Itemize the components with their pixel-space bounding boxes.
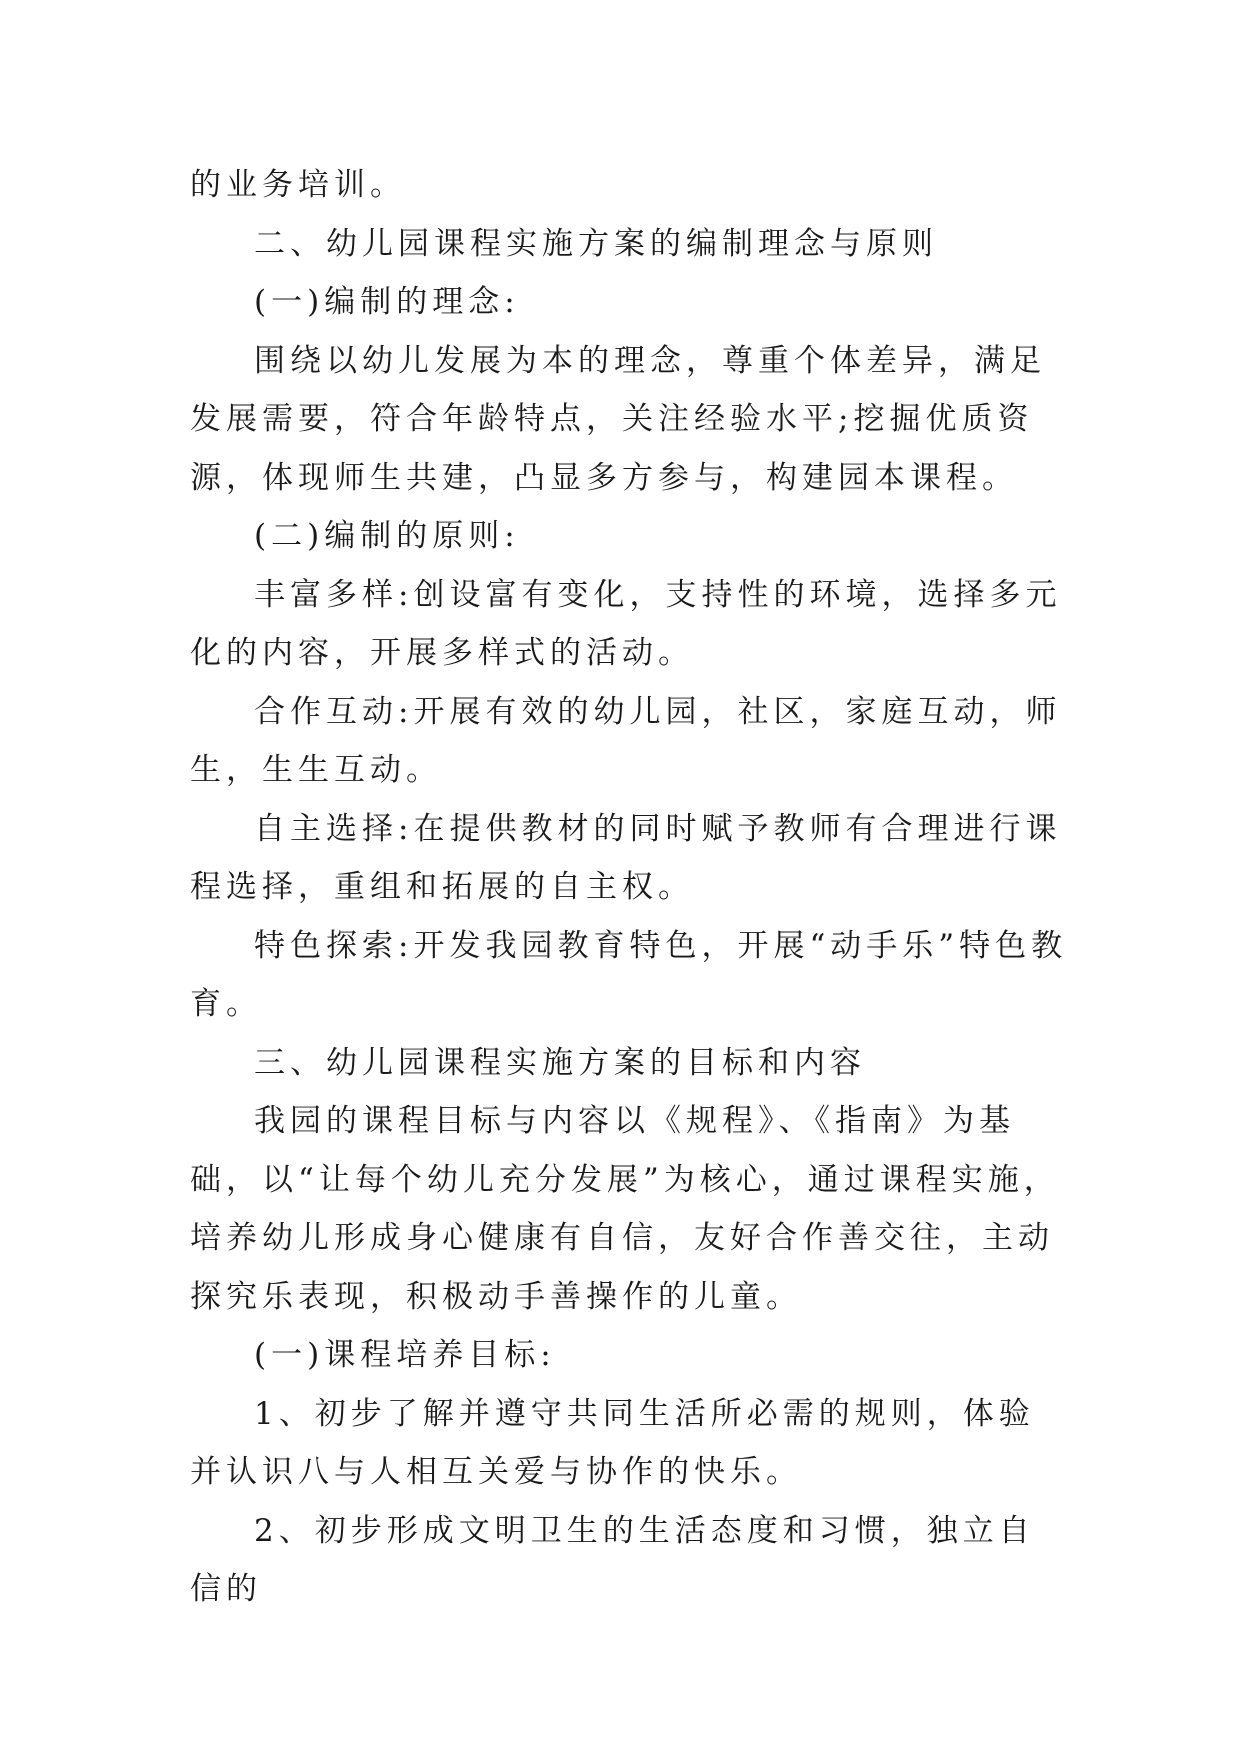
- document-body: [190, 156, 1070, 1619]
- paragraph-goal-2: 2、初步形成文明卫生的生活态度和习惯，独立自信的: [190, 1512, 1035, 1607]
- paragraph-principle-autonomy: 自主选择:在提供教材的同时赋予教师有合理进行课程选择，重组和拓展的自主权。: [190, 810, 1062, 905]
- paragraph-goals-intro: 我园的课程目标与内容以《规程》、《指南》为基础，以“让每个幼儿充分发展”为核心，通过课程实施，培养幼儿形成身心健康有自信，友好合作善交往，主动探究乐表现，积极动手善操作的儿童。: [190, 1103, 1060, 1315]
- subheading-course-goals: (一)课程培养目标:: [254, 1337, 556, 1373]
- paragraph-concept: 围绕以幼儿发展为本的理念，尊重个体差异，满足发展需要，符合年龄特点，关注经验水平;挖掘优质资源，体现师生共建，凸显多方参与，构建园本课程。: [190, 342, 1046, 496]
- subheading-concept: (一)编制的理念:: [254, 284, 520, 320]
- paragraph-principle-interaction: 合作互动:开展有效的幼儿园，社区，家庭互动，师生，生生互动。: [190, 693, 1062, 788]
- section-heading-2: 二、幼儿园课程实施方案的编制理念与原则: [254, 225, 938, 262]
- section-heading-3: 三、幼儿园课程实施方案的目标和内容: [254, 1044, 866, 1081]
- paragraph-1: 的业务培训。: [190, 167, 406, 203]
- paragraph-principle-rich: 丰富多样:创设富有变化，支持性的环境，选择多元化的内容，开展多样式的活动。: [190, 576, 1062, 671]
- paragraph-principle-feature: 特色探索:开发我园教育特色，开展“动手乐”特色教育。: [190, 927, 1068, 1022]
- paragraph-goal-1: 1、初步了解并遵守共同生活所必需的规则，体验并认识八与人相互关爱与协作的快乐。: [190, 1395, 1035, 1490]
- subheading-principles: (二)编制的原则:: [254, 518, 520, 554]
